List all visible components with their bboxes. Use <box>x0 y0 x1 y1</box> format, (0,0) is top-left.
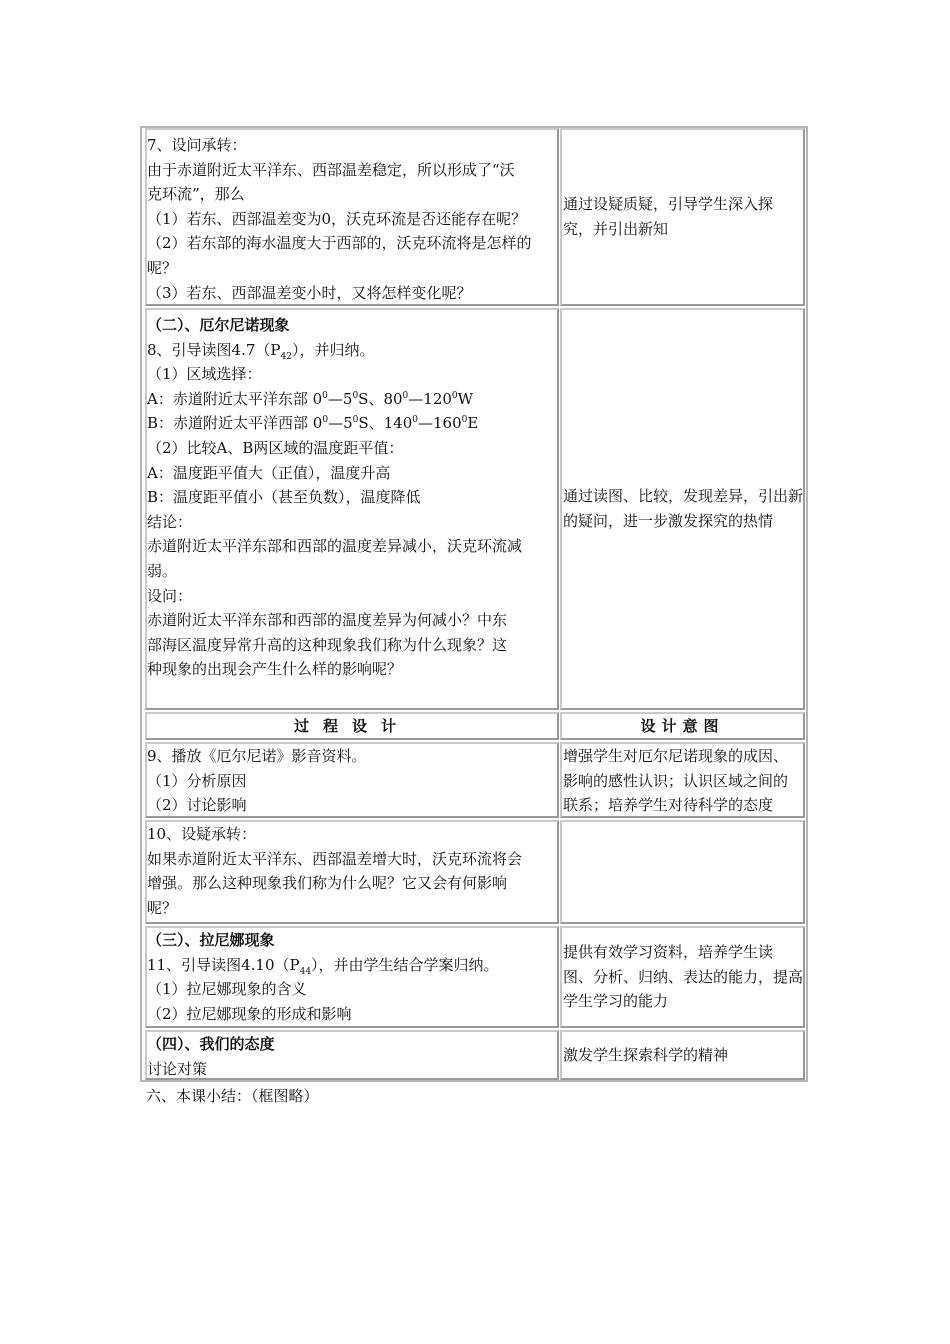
text-part: —5 <box>328 414 353 433</box>
text-line: 赤道附近太平洋东部和西部的温度差异减小，沃克环流减 <box>147 537 523 556</box>
text-line: 通过读图、比较，发现差异，引出新 <box>563 487 804 506</box>
superscript: 0 <box>412 415 419 426</box>
intent-cell-step10 <box>560 820 805 924</box>
text-line: 7、设问承转： <box>147 136 247 154</box>
column-header-process: 过程设计 <box>145 712 559 740</box>
intent-cell-step9 <box>560 742 805 818</box>
text-line: 设问： <box>147 586 193 605</box>
text-part: S、140 <box>358 414 413 433</box>
text-line: 结论： <box>147 512 193 531</box>
text-line: 联系；培养学生对待科学的态度 <box>563 796 774 815</box>
text-line: 赤道附近太平洋东部和西部的温度差异为何减小？中东 <box>147 611 508 630</box>
text-line: （2）拉尼娜现象的形成和影响 <box>147 1004 352 1023</box>
process-cell-step9 <box>145 742 559 818</box>
process-cell-la-nina <box>145 926 559 1028</box>
text-part: ），并归纳。 <box>291 340 375 359</box>
text-part: —160 <box>418 414 462 433</box>
text-line: 呢？ <box>147 258 178 277</box>
text-line: 10、设疑承转： <box>147 825 257 843</box>
text-part: 11、引导读图4.10（P <box>147 955 300 974</box>
superscript: 0 <box>322 415 329 426</box>
text-line: 讨论对策 <box>147 1059 208 1078</box>
text-line: 究，并引出新知 <box>563 220 669 238</box>
section-heading: （二）、厄尔尼诺现象 <box>147 316 290 334</box>
text-line: 弱。 <box>147 561 178 580</box>
text-line: （2）讨论影响 <box>147 796 247 815</box>
text-part: E <box>467 414 479 433</box>
text-line: 提供有效学习资料，培养学生读 <box>563 943 774 962</box>
text-part: S、80 <box>358 389 403 408</box>
text-line: 种现象的出现会产生什么样的影响呢？ <box>147 660 403 679</box>
text-line: B：温度距平值小（甚至负数），温度降低 <box>147 488 421 507</box>
text-line: （1）拉尼娜现象的含义 <box>147 980 307 999</box>
text-line <box>147 387 557 412</box>
text-line: （3）若东、西部温差变小时，又将怎样变化呢？ <box>147 283 472 302</box>
text-line: A：温度距平值大（正值），温度升高 <box>147 463 391 482</box>
text-part: A：赤道附近太平洋东部 0 <box>147 389 323 408</box>
text-line: 图、分析、归纳、表达的能力，提高 <box>563 967 804 986</box>
text-line <box>147 411 557 436</box>
text-line: （2）若东部的海水温度大于西部的，沃克环流将是怎样的 <box>147 234 532 253</box>
text-line: 呢？ <box>147 898 178 917</box>
text-line: （1）区域选择： <box>147 365 262 384</box>
lesson-summary: 六、本课小结：（框图略） <box>146 1087 319 1105</box>
superscript: 0 <box>402 390 409 401</box>
text-line <box>147 953 557 978</box>
text-part: ），并由学生结合学案归纳。 <box>311 955 499 974</box>
superscript: 0 <box>352 390 359 401</box>
text-line: 影响的感性认识；认识区域之间的 <box>563 771 789 790</box>
process-cell-step7 <box>145 128 559 306</box>
subscript: 42 <box>280 351 292 362</box>
column-header-intent: 设计意图 <box>560 712 805 740</box>
text-part: B：赤道附近太平洋西部 0 <box>147 414 323 433</box>
lesson-plan-table <box>140 126 808 1082</box>
superscript: 0 <box>451 390 458 401</box>
superscript: 0 <box>352 415 359 426</box>
text-line: 如果赤道附近太平洋东、西部温差增大时，沃克环流将会 <box>147 849 523 868</box>
text-line: 部海区温度异常升高的这种现象我们称为什么现象？这 <box>147 635 508 654</box>
text-part: W <box>457 389 474 408</box>
intent-cell-el-nino <box>560 308 805 710</box>
text-line: 由于赤道附近太平洋东、西部温差稳定，所以形成了“沃 <box>147 160 515 179</box>
superscript: 0 <box>322 390 328 401</box>
subscript: 44 <box>299 966 312 977</box>
text-part: 8、引导读图4.7（P <box>147 340 281 359</box>
text-line: 增强。那么这种现象我们称为什么呢？它又会有何影响 <box>147 874 508 893</box>
section-heading: （四）、我们的态度 <box>147 1035 275 1053</box>
text-line: （2）比较A、B两区域的温度距平值： <box>147 438 404 457</box>
text-part: —5 <box>327 389 353 408</box>
text-part: —120 <box>408 389 452 408</box>
text-line: （1）分析原因 <box>147 771 247 790</box>
text-line: 克环流”，那么 <box>147 185 245 204</box>
intent-cell-step7 <box>560 128 805 306</box>
process-cell-attitude <box>145 1030 559 1080</box>
intent-cell-la-nina <box>560 926 805 1028</box>
text-line: （1）若东、西部温差变为0，沃克环流是否还能存在呢？ <box>147 209 527 228</box>
text-line <box>147 338 557 363</box>
text-line: 增强学生对厄尔尼诺现象的成因、 <box>563 747 789 765</box>
text-line: 9、播放《厄尔尼诺》影音资料。 <box>147 747 367 765</box>
text-line: 通过设疑质疑，引导学生深入探 <box>563 195 774 214</box>
process-cell-el-nino <box>145 308 559 710</box>
intent-cell-attitude <box>560 1030 805 1080</box>
section-heading: （三）、拉尼娜现象 <box>147 931 275 949</box>
superscript: 0 <box>461 415 468 426</box>
process-cell-step10 <box>145 820 559 924</box>
text-line: 的疑问，进一步激发探究的热情 <box>563 512 774 530</box>
text-line: 学生学习的能力 <box>563 992 669 1011</box>
text-line: 激发学生探索科学的精神 <box>563 1045 729 1064</box>
